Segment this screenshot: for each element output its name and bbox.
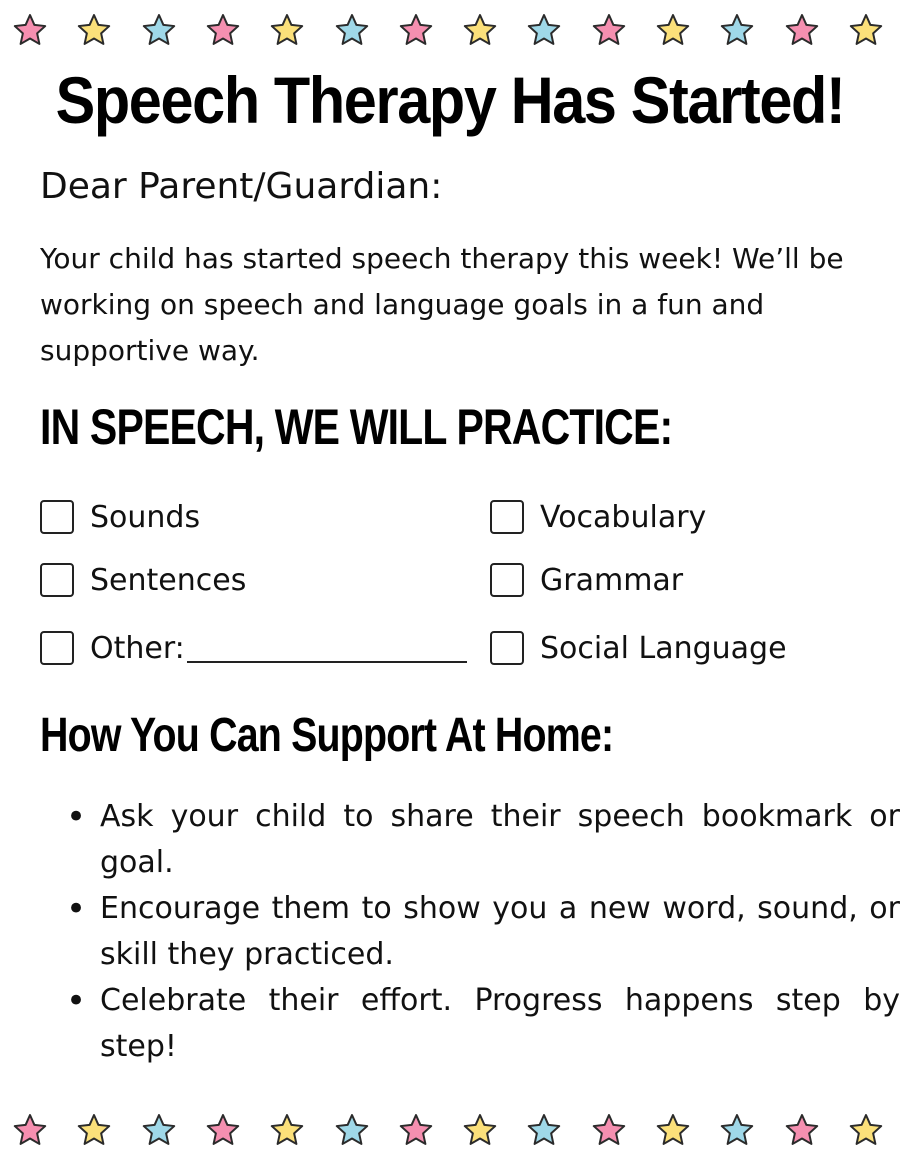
star-icon — [655, 1112, 691, 1148]
checkbox-item-sentences[interactable] — [40, 560, 246, 600]
star-icon — [76, 12, 112, 48]
star-icon — [12, 12, 48, 48]
checkbox-label: Social Language — [540, 630, 787, 666]
checkbox[interactable] — [40, 500, 74, 534]
star-icon — [591, 1112, 627, 1148]
star-border-bottom — [0, 1112, 900, 1152]
star-icon — [141, 12, 177, 48]
star-icon — [269, 1112, 305, 1148]
star-icon — [205, 1112, 241, 1148]
page-title: Speech Therapy Has Started! — [55, 63, 845, 137]
star-icon — [462, 1112, 498, 1148]
star-icon — [398, 12, 434, 48]
checkbox[interactable] — [490, 563, 524, 597]
star-icon — [334, 12, 370, 48]
other-blank-line[interactable] — [187, 633, 467, 663]
star-icon — [526, 1112, 562, 1148]
star-icon — [141, 1112, 177, 1148]
checkbox[interactable] — [40, 631, 74, 665]
star-icon — [784, 12, 820, 48]
list-item: • Encourage them to show you a new word, sound, or skill they practiced. — [100, 886, 900, 978]
checkbox-item-vocabulary[interactable] — [490, 497, 706, 537]
checkbox-label: Other: — [90, 630, 185, 666]
checkbox-item-other[interactable] — [40, 628, 467, 668]
star-icon — [719, 12, 755, 48]
star-icon — [398, 1112, 434, 1148]
star-border-top — [0, 12, 900, 52]
practice-heading: IN SPEECH, WE WILL PRACTICE: — [40, 399, 673, 455]
checkbox[interactable] — [40, 563, 74, 597]
checkbox-label: Grammar — [540, 562, 684, 598]
star-icon — [269, 12, 305, 48]
checkbox-item-social-language[interactable] — [490, 628, 787, 668]
home-support-heading: How You Can Support At Home: — [40, 709, 614, 762]
star-icon — [526, 12, 562, 48]
star-icon — [205, 12, 241, 48]
list-item: • Ask your child to share their speech bookmark or goal. — [100, 794, 900, 886]
greeting: Dear Parent/Guardian: — [40, 166, 443, 207]
star-icon — [784, 1112, 820, 1148]
checkbox[interactable] — [490, 631, 524, 665]
intro-paragraph: Your child has started speech therapy this week! We’ll be working on speech and language goals in a fun and supportive way. — [40, 242, 844, 367]
star-icon — [591, 12, 627, 48]
home-tips-list — [60, 794, 900, 1070]
checkbox-item-grammar[interactable] — [490, 560, 683, 600]
checkbox-item-sounds[interactable] — [40, 497, 200, 537]
star-icon — [12, 1112, 48, 1148]
star-icon — [848, 12, 884, 48]
star-icon — [76, 1112, 112, 1148]
checkbox[interactable] — [490, 500, 524, 534]
star-icon — [848, 1112, 884, 1148]
star-icon — [462, 12, 498, 48]
star-icon — [719, 1112, 755, 1148]
star-icon — [655, 12, 691, 48]
checkbox-label: Sentences — [90, 562, 247, 598]
checkbox-label: Vocabulary — [540, 499, 707, 535]
star-icon — [334, 1112, 370, 1148]
list-item: • Celebrate their effort. Progress happens step by step! — [100, 978, 900, 1070]
checkbox-label: Sounds — [90, 499, 201, 535]
